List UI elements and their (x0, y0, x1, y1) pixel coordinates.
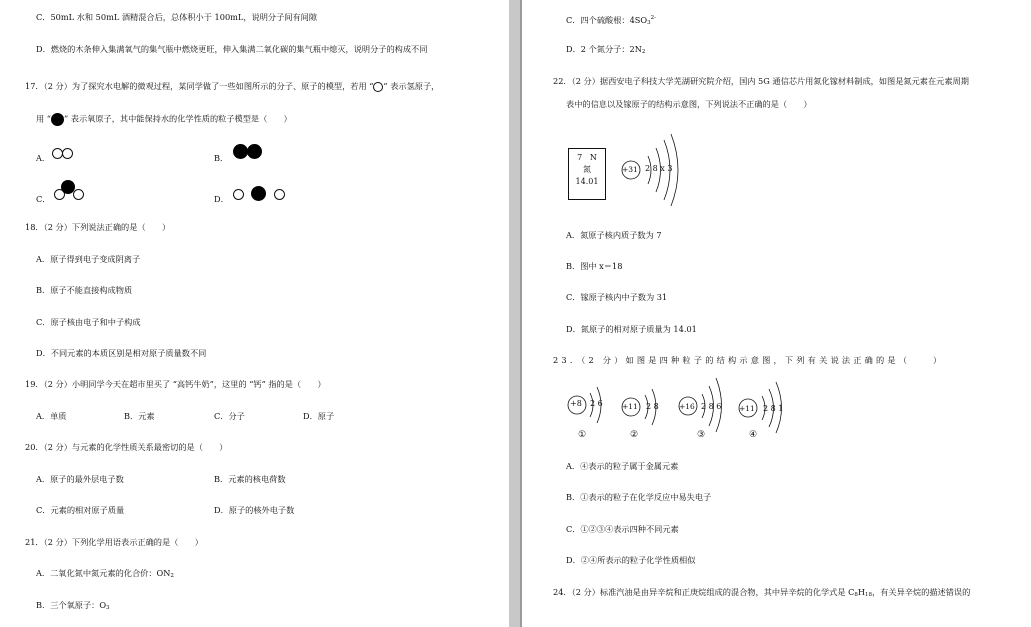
q18-option-d: D．不同元素的本质区别是相对原子质量数不同 (36, 348, 207, 358)
question-19-stem: 19．（2 分）小明同学今天在超市里买了 “高钙牛奶”，这里的 “钙” 指的是（ ） (25, 379, 326, 389)
q17-option-b-label: B． (214, 153, 229, 163)
particle-3-nucleus: +16 (679, 402, 695, 411)
q19-option-a: A．单质 (36, 411, 67, 421)
q22-option-d: D．氮原子的相对原子质量为 14.01 (566, 324, 697, 334)
question-22-stem-line1: 22．（2 分）据西安电子科技大学芜湖研究院介绍，国内 5G 通信芯片用氮化镓材料制成，如图是氮元素在元素周期 (553, 76, 969, 86)
option-c-previous-right: C．四个硫酸根：$4SO3^{2-}$ (566, 15, 656, 26)
q23-option-a: A．④表示的粒子属于金属元素 (566, 461, 679, 471)
q19-option-c: C．分子 (214, 411, 245, 421)
q21-option-b: B．三个氧原子：O3 (36, 600, 110, 611)
particle-2-label: ② (630, 430, 639, 440)
particle-4-nucleus: +11 (739, 404, 755, 413)
particle-4-shells: 2 8 1 (763, 404, 784, 413)
question-17-stem-line1: 17．（2 分）为了探究水电解的微观过程，某同学做了一些如图所示的分子、原子的模型，若用 “ ” 表示氢原子， (25, 81, 440, 91)
q21-option-a: A．二氧化氮中氮元素的化合价：ON2 (36, 568, 174, 579)
particle-2-shells: 2 8 (646, 402, 659, 411)
option-d-previous: D．燃烧的木条伸入集满氧气的集气瓶中燃烧更旺，伸入集满二氧化碳的集气瓶中熄灭，说明分子的构成不同 (36, 44, 428, 54)
particle-1-shells: 2 6 (590, 399, 603, 408)
q20-option-b: B．元素的核电荷数 (214, 474, 286, 484)
q20-option-c: C．元素的相对原子质量 (36, 505, 125, 515)
oxygen-atom-icon (51, 113, 64, 126)
q22-option-a: A．氮原子核内质子数为 7 (566, 230, 662, 240)
option-d-previous-right: D．2 个氮分子：2N2 (566, 44, 646, 55)
q20-option-d: D．原子的核外电子数 (214, 505, 295, 515)
particle-1-label: ① (578, 430, 587, 440)
q23-option-c: C．①②③④表示四种不同元素 (566, 524, 679, 534)
question-18-stem: 18．（2 分）下列说法正确的是（ ） (25, 222, 171, 232)
particle-1-structure-diagram (566, 383, 612, 433)
hydrogen-atom-icon (373, 82, 383, 92)
gallium-nucleus-charge: +31 (622, 165, 638, 174)
question-23-stem: 23．（2 分）如图是四种粒子的结构示意图，下列有关说法正确的是（ ） (553, 355, 945, 365)
q17-option-d-label: D． (214, 194, 229, 204)
q17-option-a-label: A． (36, 153, 51, 163)
question-22-stem-line2: 表中的信息以及镓原子的结构示意图，下列说法不正确的是（ ） (566, 99, 812, 109)
gallium-shell-electrons: 2 8 x 3 (645, 164, 673, 173)
question-20-stem: 20．（2 分）与元素的化学性质关系最密切的是（ ） (25, 442, 228, 452)
q17-option-c-label: C． (36, 194, 51, 204)
q20-option-a: A．原子的最外层电子数 (36, 474, 124, 484)
question-21-stem: 21．（2 分）下列化学用语表示正确的是（ ） (25, 537, 203, 547)
question-17-stem-line2: 用 “ ” 表示氧原子，其中能保持水的化学性质的粒子模型是（ ） (36, 113, 292, 126)
nitrogen-periodic-table-cell: 7 N 氮 14.01 (568, 148, 606, 200)
q23-option-b: B．①表示的粒子在化学反应中易失电子 (566, 492, 712, 502)
q18-option-c: C．原子核由电子和中子构成 (36, 317, 141, 327)
q22-option-b: B．图中 x＝18 (566, 261, 623, 271)
q22-option-c: C．镓原子核内中子数为 31 (566, 292, 668, 302)
q23-option-d: D．②④所表示的粒子化学性质相似 (566, 555, 696, 565)
particle-1-nucleus: +8 (570, 399, 582, 408)
particle-3-label: ③ (697, 430, 706, 440)
question-24-stem: 24．（2 分）标准汽油是由异辛烷和正庚烷组成的混合物，其中异辛烷的化学式是 C8H18，有关异辛烷的描述错误的 (553, 587, 971, 598)
particle-3-shells: 2 8 6 (701, 402, 722, 411)
q18-option-b: B．原子不能直接构成物质 (36, 285, 133, 295)
q19-option-d: D．原子 (303, 411, 335, 421)
option-c-previous: C．50mL 水和 50mL 酒精混合后，总体积小于 100mL，说明分子间有间隙 (36, 12, 318, 22)
left-page (0, 0, 509, 627)
q19-option-b: B．元素 (124, 411, 155, 421)
particle-2-nucleus: +11 (622, 402, 638, 411)
particle-4-label: ④ (749, 430, 758, 440)
q18-option-a: A．原子得到电子变成阴离子 (36, 254, 141, 264)
